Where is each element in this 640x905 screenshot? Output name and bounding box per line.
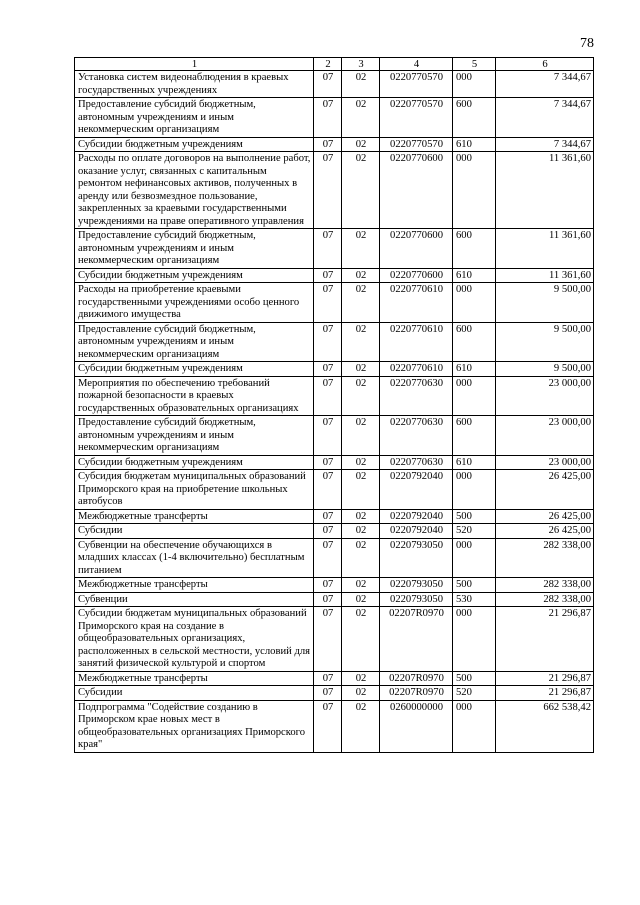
row-expense-type-cell: 000	[453, 607, 496, 672]
row-target-article-cell: 0220770610	[380, 283, 453, 323]
table-row	[75, 700, 594, 752]
row-amount-cell: 282 338,00	[496, 578, 594, 593]
row-subsection-cell: 02	[342, 592, 380, 607]
row-amount-cell: 26 425,00	[496, 524, 594, 539]
row-target-article-cell: 0220793050	[380, 578, 453, 593]
row-target-article-cell: 0220770570	[380, 71, 453, 98]
table-row	[75, 362, 594, 377]
row-expense-type-cell: 000	[453, 538, 496, 578]
row-expense-type-cell: 500	[453, 578, 496, 593]
row-amount-cell: 662 538,42	[496, 700, 594, 752]
row-amount-cell: 282 338,00	[496, 592, 594, 607]
row-subsection-cell: 02	[342, 71, 380, 98]
row-section-cell: 07	[314, 455, 342, 470]
row-name-cell: Субсидии	[75, 686, 314, 701]
table-row	[75, 137, 594, 152]
row-expense-type-cell: 000	[453, 283, 496, 323]
row-section-cell: 07	[314, 578, 342, 593]
row-section-cell: 07	[314, 229, 342, 269]
row-section-cell: 07	[314, 322, 342, 362]
row-subsection-cell: 02	[342, 671, 380, 686]
row-expense-type-cell: 610	[453, 137, 496, 152]
column-header-3: 3	[342, 58, 380, 71]
row-expense-type-cell: 600	[453, 322, 496, 362]
row-target-article-cell: 0220770610	[380, 322, 453, 362]
row-name-cell: Предоставление субсидий бюджетным, автономным учреждениям и иным некоммерческим организациям	[75, 229, 314, 269]
row-amount-cell: 7 344,67	[496, 71, 594, 98]
row-amount-cell: 23 000,00	[496, 455, 594, 470]
table-header-row	[75, 58, 594, 71]
row-subsection-cell: 02	[342, 322, 380, 362]
row-expense-type-cell: 530	[453, 592, 496, 607]
row-section-cell: 07	[314, 283, 342, 323]
row-section-cell: 07	[314, 509, 342, 524]
row-expense-type-cell: 500	[453, 509, 496, 524]
table-row	[75, 322, 594, 362]
row-expense-type-cell: 600	[453, 229, 496, 269]
row-name-cell: Субсидии	[75, 524, 314, 539]
row-section-cell: 07	[314, 671, 342, 686]
column-header-4: 4	[380, 58, 453, 71]
row-name-cell: Субсидии бюджетам муниципальных образований Приморского края на создание в общеобразовательных организациях, расположенных в сельской местности, условий для занятий физической культурой и спортом	[75, 607, 314, 672]
column-header-2: 2	[314, 58, 342, 71]
row-name-cell: Субсидии бюджетным учреждениям	[75, 362, 314, 377]
table-row	[75, 607, 594, 672]
row-section-cell: 07	[314, 71, 342, 98]
row-target-article-cell: 02207R0970	[380, 686, 453, 701]
row-section-cell: 07	[314, 152, 342, 229]
row-amount-cell: 7 344,67	[496, 137, 594, 152]
row-name-cell: Мероприятия по обеспечению требований пожарной безопасности в краевых государственных образовательных организациях	[75, 376, 314, 416]
row-section-cell: 07	[314, 592, 342, 607]
row-name-cell: Субсидии бюджетным учреждениям	[75, 137, 314, 152]
row-expense-type-cell: 600	[453, 416, 496, 456]
column-header-5: 5	[453, 58, 496, 71]
row-subsection-cell: 02	[342, 509, 380, 524]
row-name-cell: Расходы на приобретение краевыми государственными учреждениями особо ценного движимого имущества	[75, 283, 314, 323]
row-section-cell: 07	[314, 686, 342, 701]
budget-table	[74, 57, 594, 753]
row-amount-cell: 21 296,87	[496, 686, 594, 701]
row-target-article-cell: 0220792040	[380, 509, 453, 524]
row-target-article-cell: 0220770570	[380, 137, 453, 152]
row-amount-cell: 11 361,60	[496, 268, 594, 283]
table-row	[75, 376, 594, 416]
table-body	[75, 71, 594, 753]
table-row	[75, 509, 594, 524]
row-amount-cell: 26 425,00	[496, 470, 594, 510]
row-subsection-cell: 02	[342, 524, 380, 539]
row-name-cell: Подпрограмма "Содействие созданию в Приморском крае новых мест в общеобразовательных организациях Приморского края"	[75, 700, 314, 752]
row-section-cell: 07	[314, 137, 342, 152]
table-row	[75, 686, 594, 701]
row-amount-cell: 23 000,00	[496, 376, 594, 416]
table-row	[75, 470, 594, 510]
row-target-article-cell: 0260000000	[380, 700, 453, 752]
row-expense-type-cell: 000	[453, 470, 496, 510]
row-subsection-cell: 02	[342, 578, 380, 593]
row-amount-cell: 11 361,60	[496, 229, 594, 269]
row-section-cell: 07	[314, 376, 342, 416]
row-section-cell: 07	[314, 607, 342, 672]
row-target-article-cell: 0220770600	[380, 229, 453, 269]
row-subsection-cell: 02	[342, 455, 380, 470]
row-expense-type-cell: 610	[453, 362, 496, 377]
row-name-cell: Межбюджетные трансферты	[75, 671, 314, 686]
row-expense-type-cell: 600	[453, 98, 496, 138]
row-target-article-cell: 0220770610	[380, 362, 453, 377]
row-section-cell: 07	[314, 416, 342, 456]
table-row	[75, 229, 594, 269]
table-row	[75, 592, 594, 607]
row-amount-cell: 9 500,00	[496, 283, 594, 323]
row-target-article-cell: 0220770570	[380, 98, 453, 138]
row-name-cell: Межбюджетные трансферты	[75, 509, 314, 524]
row-subsection-cell: 02	[342, 362, 380, 377]
row-name-cell: Предоставление субсидий бюджетным, автономным учреждениям и иным некоммерческим организациям	[75, 416, 314, 456]
row-subsection-cell: 02	[342, 470, 380, 510]
row-target-article-cell: 0220793050	[380, 592, 453, 607]
row-amount-cell: 11 361,60	[496, 152, 594, 229]
row-expense-type-cell: 520	[453, 686, 496, 701]
column-header-1: 1	[75, 58, 314, 71]
row-subsection-cell: 02	[342, 686, 380, 701]
row-target-article-cell: 0220770600	[380, 152, 453, 229]
row-amount-cell: 7 344,67	[496, 98, 594, 138]
row-amount-cell: 9 500,00	[496, 362, 594, 377]
row-subsection-cell: 02	[342, 607, 380, 672]
row-name-cell: Субвенции	[75, 592, 314, 607]
row-target-article-cell: 0220770630	[380, 455, 453, 470]
table-row	[75, 524, 594, 539]
row-subsection-cell: 02	[342, 229, 380, 269]
table-row	[75, 268, 594, 283]
row-section-cell: 07	[314, 470, 342, 510]
row-target-article-cell: 02207R0970	[380, 671, 453, 686]
row-section-cell: 07	[314, 268, 342, 283]
row-expense-type-cell: 610	[453, 455, 496, 470]
row-expense-type-cell: 610	[453, 268, 496, 283]
row-section-cell: 07	[314, 538, 342, 578]
row-target-article-cell: 0220792040	[380, 524, 453, 539]
row-name-cell: Предоставление субсидий бюджетным, автономным учреждениям и иным некоммерческим организациям	[75, 98, 314, 138]
row-section-cell: 07	[314, 362, 342, 377]
row-target-article-cell: 0220792040	[380, 470, 453, 510]
row-amount-cell: 23 000,00	[496, 416, 594, 456]
row-expense-type-cell: 000	[453, 700, 496, 752]
row-amount-cell: 9 500,00	[496, 322, 594, 362]
row-amount-cell: 26 425,00	[496, 509, 594, 524]
row-section-cell: 07	[314, 98, 342, 138]
page-number: 78	[580, 36, 594, 51]
row-subsection-cell: 02	[342, 283, 380, 323]
table-row	[75, 152, 594, 229]
row-target-article-cell: 0220770630	[380, 416, 453, 456]
row-name-cell: Субвенции на обеспечение обучающихся в младших классах (1-4 включительно) бесплатным питанием	[75, 538, 314, 578]
row-name-cell: Установка систем видеонаблюдения в краевых государственных учреждениях	[75, 71, 314, 98]
table-row	[75, 416, 594, 456]
row-name-cell: Предоставление субсидий бюджетным, автономным учреждениям и иным некоммерческим организациям	[75, 322, 314, 362]
row-target-article-cell: 02207R0970	[380, 607, 453, 672]
row-amount-cell: 21 296,87	[496, 671, 594, 686]
row-subsection-cell: 02	[342, 700, 380, 752]
row-target-article-cell: 0220770600	[380, 268, 453, 283]
row-target-article-cell: 0220770630	[380, 376, 453, 416]
row-name-cell: Субсидии бюджетным учреждениям	[75, 268, 314, 283]
table-row	[75, 98, 594, 138]
table-row	[75, 671, 594, 686]
row-expense-type-cell: 500	[453, 671, 496, 686]
row-section-cell: 07	[314, 524, 342, 539]
row-subsection-cell: 02	[342, 416, 380, 456]
row-name-cell: Субсидия бюджетам муниципальных образований Приморского края на приобретение школьных автобусов	[75, 470, 314, 510]
row-subsection-cell: 02	[342, 268, 380, 283]
row-subsection-cell: 02	[342, 152, 380, 229]
table-row	[75, 455, 594, 470]
row-subsection-cell: 02	[342, 98, 380, 138]
row-target-article-cell: 0220793050	[380, 538, 453, 578]
row-expense-type-cell: 000	[453, 71, 496, 98]
row-subsection-cell: 02	[342, 538, 380, 578]
table-row	[75, 71, 594, 98]
row-section-cell: 07	[314, 700, 342, 752]
row-name-cell: Субсидии бюджетным учреждениям	[75, 455, 314, 470]
table-row	[75, 578, 594, 593]
row-expense-type-cell: 000	[453, 376, 496, 416]
table-row	[75, 538, 594, 578]
row-expense-type-cell: 000	[453, 152, 496, 229]
row-amount-cell: 282 338,00	[496, 538, 594, 578]
row-amount-cell: 21 296,87	[496, 607, 594, 672]
row-subsection-cell: 02	[342, 137, 380, 152]
row-name-cell: Межбюджетные трансферты	[75, 578, 314, 593]
row-name-cell: Расходы по оплате договоров на выполнение работ, оказание услуг, связанных с капитальным ремонтом нефинансовых активов, полученных в аренду или безвозмездное пользование, закрепленных за краевыми государственными учреждениями на праве оперативного управления	[75, 152, 314, 229]
row-subsection-cell: 02	[342, 376, 380, 416]
row-expense-type-cell: 520	[453, 524, 496, 539]
column-header-6: 6	[496, 58, 594, 71]
table-row	[75, 283, 594, 323]
